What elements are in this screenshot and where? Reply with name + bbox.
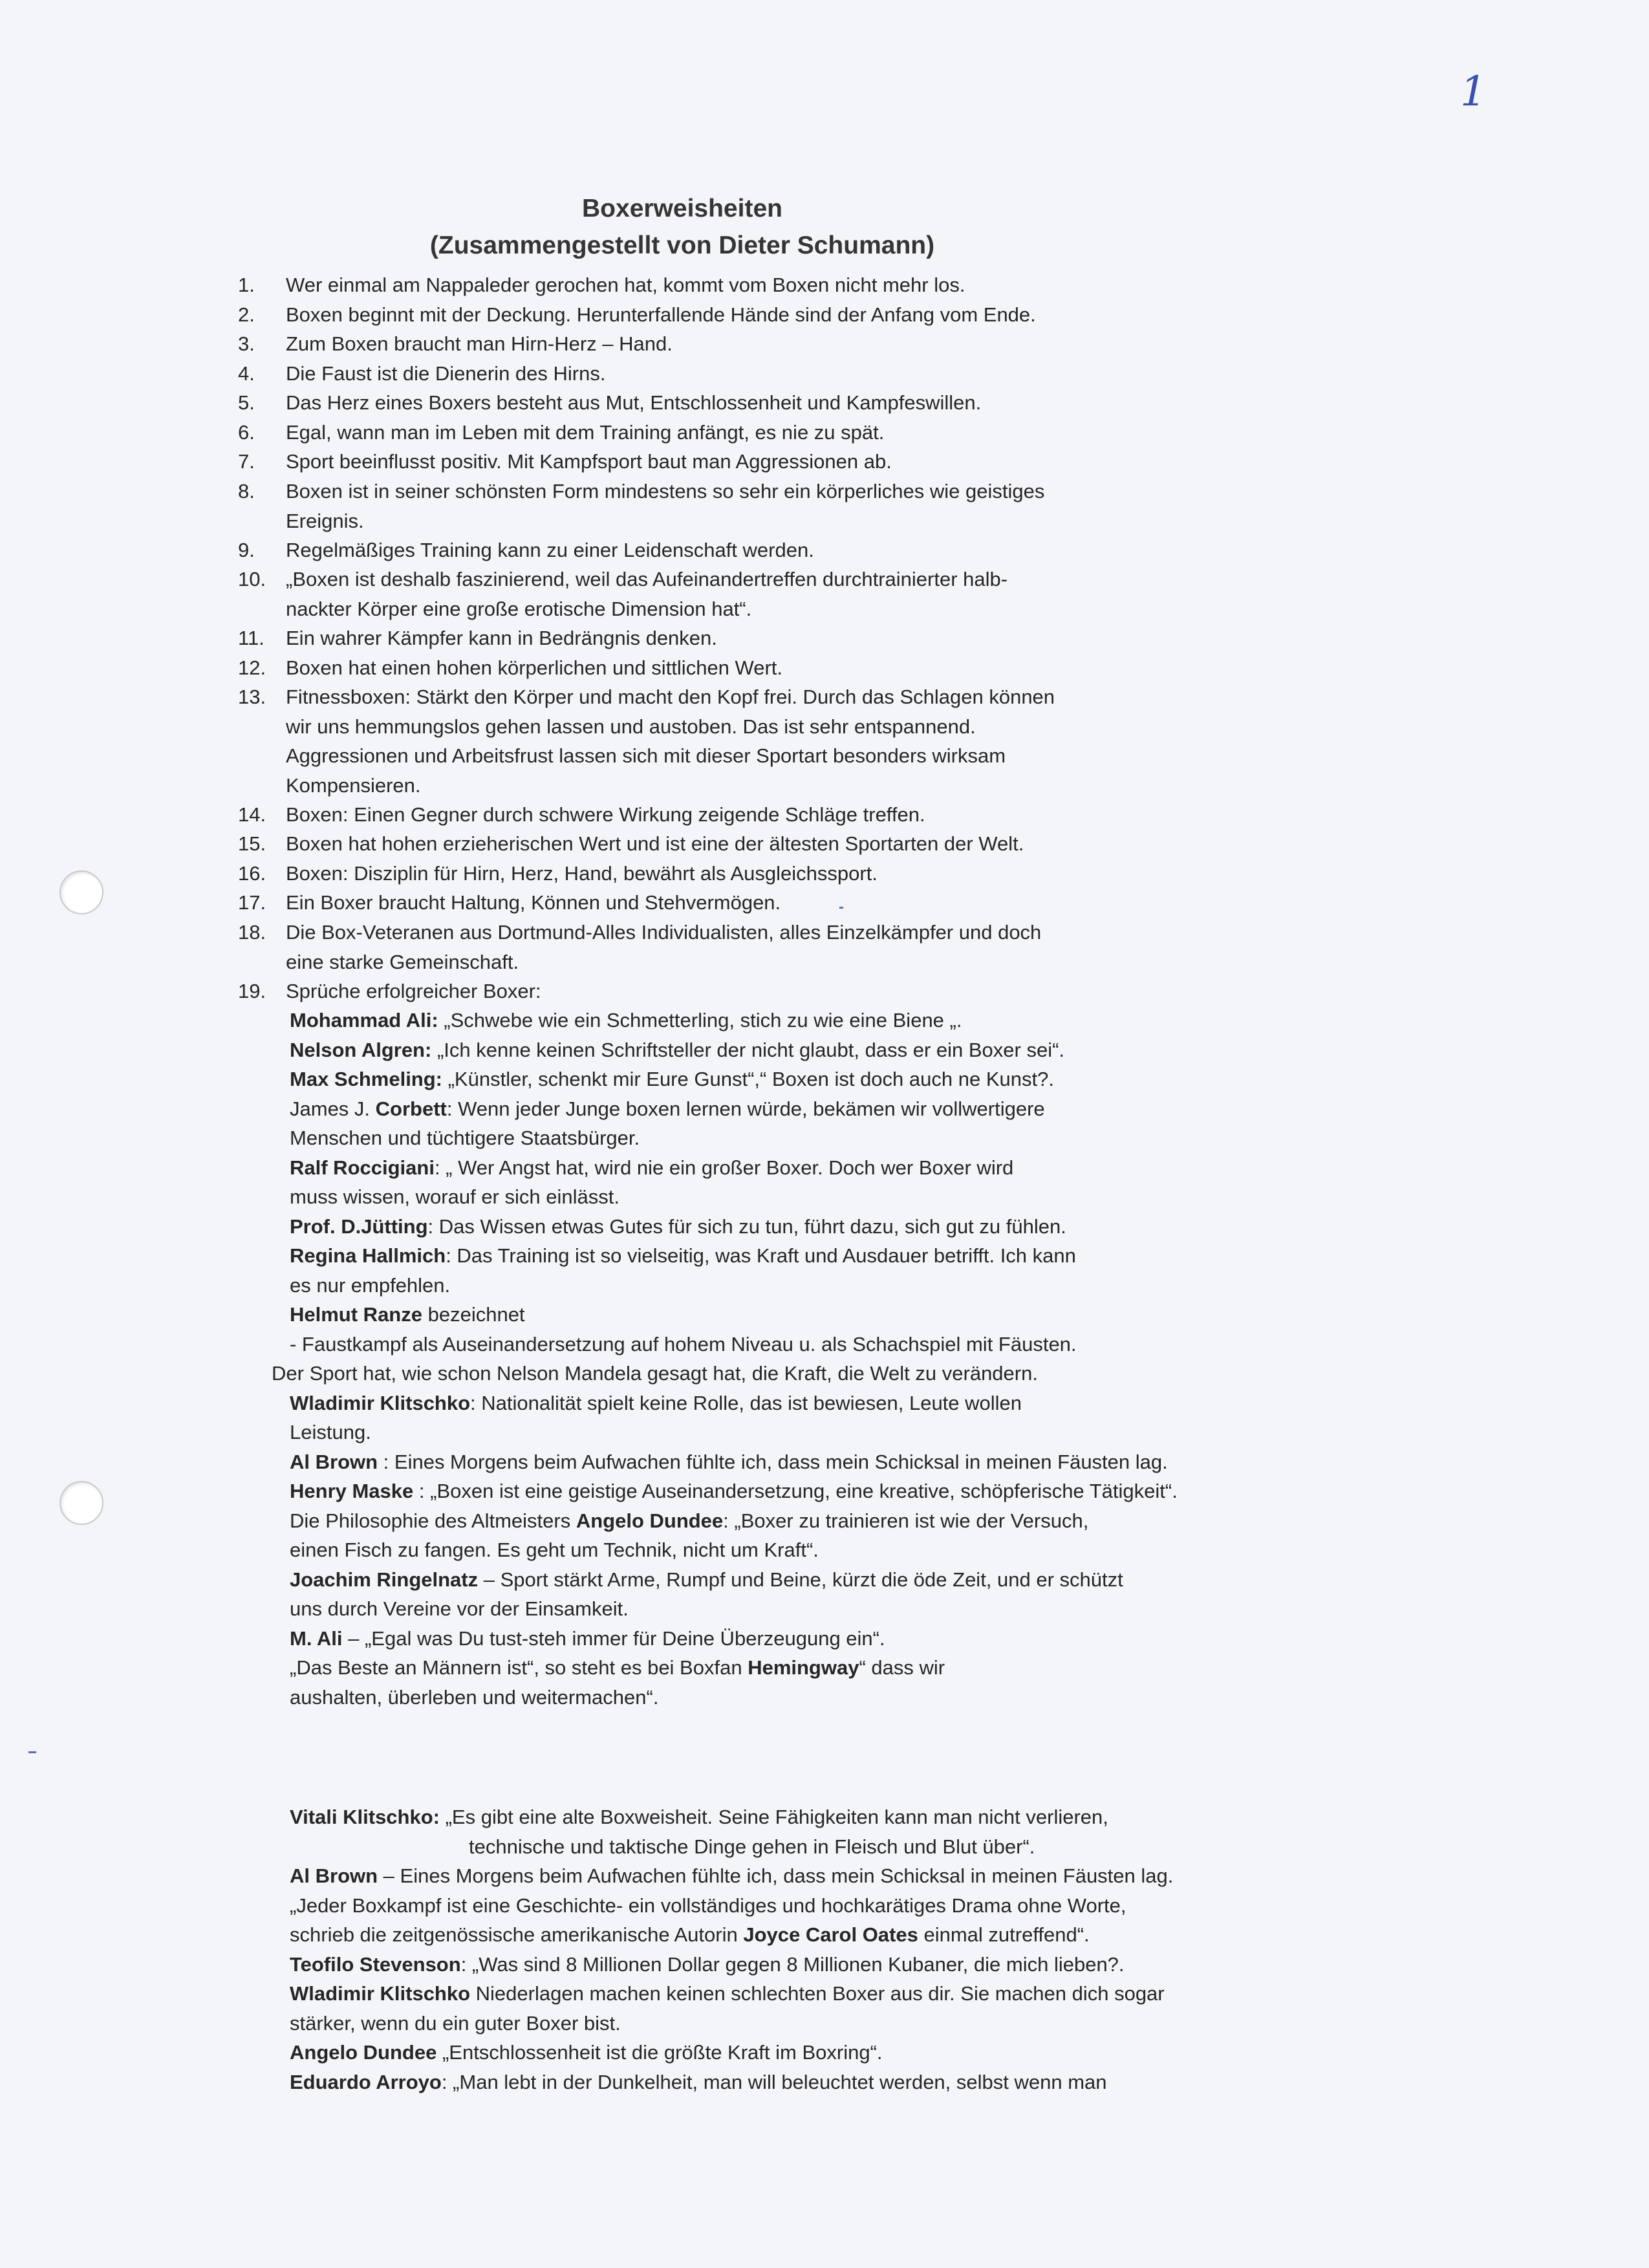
list-item-text: Sport beeinflusst positiv. Mit Kampfsport baut man Aggressionen ab.	[286, 450, 892, 473]
quote-line: Vitali Klitschko: „Es gibt eine alte Boxweisheit. Seine Fähigkeiten kann man nicht verlieren,	[290, 1806, 1108, 1828]
quote-line: „Das Beste an Männern ist“, so steht es bei Boxfan Hemingway“ dass wir	[290, 1656, 945, 1679]
quote-line: einen Fisch zu fangen. Es geht um Technik, nicht um Kraft“.	[290, 1539, 819, 1561]
quote-line: Wladimir Klitschko Niederlagen machen keinen schlechten Boxer aus dir. Sie machen dich sogar	[290, 1982, 1165, 2005]
quote-line: Henry Maske : „Boxen ist eine geistige Auseinandersetzung, eine kreative, schöpferische Tätigkeit“.	[290, 1480, 1178, 1502]
quote-author: Wladimir Klitschko	[290, 1391, 471, 1414]
quote-author: Helmut Ranze	[290, 1303, 422, 1326]
punch-hole-top	[59, 870, 103, 914]
quote-author: Teofilo Stevenson	[290, 1952, 461, 1976]
page-number: 1	[1460, 68, 1487, 116]
quote-line: Mohammad Ali: „Schwebe wie ein Schmetterling, stich zu wie eine Biene „.	[290, 1009, 962, 1031]
quote-line: Ralf Roccigiani: „ Wer Angst hat, wird nie ein großer Boxer. Doch wer Boxer wird	[290, 1156, 1014, 1179]
list-item-number: 17.	[238, 891, 266, 914]
list-item-text: nackter Körper eine große erotische Dimension hat“.	[286, 597, 752, 620]
quote-line: Prof. D.Jütting: Das Wissen etwas Gutes für sich zu tun, führt dazu, sich gut zu fühlen.	[290, 1215, 1066, 1238]
quote-author: Henry Maske	[290, 1480, 414, 1502]
list-item-text: Boxen hat hohen erzieherischen Wert und ist eine der ältesten Sportarten der Welt.	[286, 832, 1024, 855]
quote-author: Max Schmeling:	[290, 1068, 442, 1090]
quote-author: Eduardo Arroyo	[290, 2070, 442, 2093]
quote-line: schrieb die zeitgenössische amerikanische Autorin Joyce Carol Oates einmal zutreffend“.	[290, 1923, 1090, 1946]
quote-line: stärker, wenn du ein guter Boxer bist.	[290, 2011, 621, 2035]
quote-line: aushalten, überleben und weitermachen“.	[290, 1685, 659, 1709]
quote-line: Eduardo Arroyo: „Man lebt in der Dunkelheit, man will beleuchtet werden, selbst wenn man	[290, 2070, 1107, 2093]
quote-author: Joachim Ringelnatz	[290, 1568, 479, 1591]
quote-author: Corbett	[375, 1097, 447, 1120]
quote-author: Vitali Klitschko:	[290, 1806, 440, 1828]
quote-author: Prof. D.Jütting	[290, 1215, 428, 1238]
quote-line: Al Brown – Eines Morgens beim Aufwachen fühlte ich, dass mein Schicksal in meinen Fäusten lag.	[290, 1864, 1174, 1887]
quote-line: M. Ali – „Egal was Du tust-steh immer für Deine Überzeugung ein“.	[290, 1626, 885, 1650]
quote-author: Regina Hallmich	[290, 1244, 446, 1267]
list-item-text: eine starke Gemeinschaft.	[286, 950, 519, 973]
list-item-text: Ein Boxer braucht Haltung, Können und Stehvermögen.	[286, 891, 781, 914]
quote-line: uns durch Vereine vor der Einsamkeit.	[290, 1597, 629, 1620]
list-item-number: 12.	[238, 656, 266, 679]
list-item-text: Kompensieren.	[286, 773, 421, 797]
list-item-text: „Boxen ist deshalb faszinierend, weil das Aufeinandertreffen durchtrainierter halb-	[286, 568, 1008, 590]
list-item-number: 2.	[238, 303, 255, 326]
document-title: Boxerweisheiten	[582, 195, 782, 222]
quote-line: Der Sport hat, wie schon Nelson Mandela gesagt hat, die Kraft, die Welt zu verändern.	[272, 1362, 1038, 1385]
list-item-number: 11.	[238, 627, 264, 649]
list-item-text: Aggressionen und Arbeitsfrust lassen sich mit dieser Sportart besonders wirksam	[286, 744, 1006, 767]
quote-line: Angelo Dundee „Entschlossenheit ist die größte Kraft im Boxring“.	[290, 2041, 883, 2064]
list-item-text: Boxen: Disziplin für Hirn, Herz, Hand, bewährt als Ausgleichssport.	[286, 862, 878, 885]
quote-author: Angelo Dundee	[290, 2041, 437, 2064]
list-item-number: 19.	[238, 980, 266, 1002]
list-item-text: Egal, wann man im Leben mit dem Training anfängt, es nie zu spät.	[286, 421, 885, 444]
quote-line: Nelson Algren: „Ich kenne keinen Schriftsteller der nicht glaubt, dass er ein Boxer sei“.	[290, 1038, 1065, 1061]
quote-line: Leistung.	[290, 1421, 371, 1443]
quote-line: James J. Corbett: Wenn jeder Junge boxen lernen würde, bekämen wir vollwertigere	[290, 1097, 1045, 1120]
quote-line: Menschen und tüchtigere Staatsbürger.	[290, 1127, 640, 1149]
list-item-text: Zum Boxen braucht man Hirn-Herz – Hand.	[286, 332, 673, 355]
quote-line: Max Schmeling: „Künstler, schenkt mir Eure Gunst“,“ Boxen ist doch auch ne Kunst?.	[290, 1068, 1054, 1090]
scan-speck	[839, 907, 843, 909]
list-item-number: 9.	[238, 539, 255, 561]
list-item-text: Das Herz eines Boxers besteht aus Mut, Entschlossenheit und Kampfeswillen.	[286, 391, 982, 414]
list-item-number: 8.	[238, 480, 255, 502]
list-item-number: 10.	[238, 568, 266, 590]
quote-author: Joyce Carol Oates	[743, 1923, 918, 1946]
quote-author: Hemingway	[748, 1656, 859, 1679]
quote-line: Die Philosophie des Altmeisters Angelo Dundee: „Boxer zu trainieren ist wie der Versuch,	[290, 1509, 1089, 1532]
quote-line: Wladimir Klitschko: Nationalität spielt keine Rolle, das ist bewiesen, Leute wollen	[290, 1391, 1022, 1414]
list-item-text: Fitnessboxen: Stärkt den Körper und macht den Kopf frei. Durch das Schlagen können	[286, 686, 1055, 708]
quote-author: Al Brown	[290, 1450, 378, 1473]
list-item-text: Die Faust ist die Dienerin des Hirns.	[286, 362, 606, 385]
list-item-text: Boxen ist in seiner schönsten Form mindestens so sehr ein körperliches wie geistiges	[286, 480, 1045, 502]
quote-line: Regina Hallmich: Das Training ist so vielseitig, was Kraft und Ausdauer betrifft. Ich kann	[290, 1244, 1076, 1267]
quote-line: Joachim Ringelnatz – Sport stärkt Arme, Rumpf und Beine, kürzt die öde Zeit, und er schützt	[290, 1568, 1123, 1591]
quote-line: Teofilo Stevenson: „Was sind 8 Millionen Dollar gegen 8 Millionen Kubaner, die mich lieben?.	[290, 1952, 1125, 1976]
quote-author: M. Ali	[290, 1626, 343, 1650]
quote-line: technische und taktische Dinge gehen in Fleisch und Blut über“.	[469, 1835, 1035, 1858]
quote-author: Al Brown	[290, 1864, 378, 1887]
list-item-text: Die Box-Veteranen aus Dortmund-Alles Individualisten, alles Einzelkämpfer und doch	[286, 921, 1042, 944]
punch-hole-bottom	[59, 1481, 103, 1525]
quote-author: Mohammad Ali:	[290, 1009, 438, 1031]
quote-line: Al Brown : Eines Morgens beim Aufwachen fühlte ich, dass mein Schicksal in meinen Fäusten lag.	[290, 1450, 1168, 1473]
list-item-number: 5.	[238, 391, 255, 414]
quote-author: Wladimir Klitschko	[290, 1982, 471, 2005]
list-item-number: 15.	[238, 832, 266, 855]
quote-line: - Faustkampf als Auseinandersetzung auf hohem Niveau u. als Schachspiel mit Fäusten.	[290, 1332, 1077, 1355]
list-item-number: 13.	[238, 686, 266, 708]
list-item-text: Wer einmal am Nappaleder gerochen hat, kommt vom Boxen nicht mehr los.	[286, 274, 965, 296]
list-item-number: 3.	[238, 332, 255, 355]
list-item-number: 4.	[238, 362, 255, 385]
list-item-text: Ereignis.	[286, 509, 364, 532]
quote-author: Ralf Roccigiani	[290, 1156, 435, 1179]
list-item-text: Boxen hat einen hohen körperlichen und sittlichen Wert.	[286, 656, 783, 679]
quote-line: „Jeder Boxkampf ist eine Geschichte- ein vollständiges und hochkarätiges Drama ohne Worte,	[290, 1894, 1126, 1917]
document-subtitle: (Zusammengestellt von Dieter Schumann)	[429, 232, 935, 259]
list-item-text: Sprüche erfolgreicher Boxer:	[286, 980, 541, 1002]
quote-author: Angelo Dundee	[576, 1509, 724, 1532]
quote-line: Helmut Ranze bezeichnet	[290, 1303, 525, 1326]
list-item-number: 14.	[238, 803, 266, 826]
quote-author: Nelson Algren:	[290, 1038, 432, 1061]
list-item-number: 6.	[238, 421, 255, 444]
list-item-number: 1.	[238, 274, 255, 296]
list-item-text: Ein wahrer Kämpfer kann in Bedrängnis denken.	[286, 627, 717, 649]
scan-speck	[28, 1751, 36, 1753]
list-item-number: 18.	[238, 921, 266, 944]
quote-line: es nur empfehlen.	[290, 1273, 451, 1297]
list-item-number: 16.	[238, 862, 266, 885]
list-item-number: 7.	[238, 450, 255, 473]
list-item-text: Regelmäßiges Training kann zu einer Leidenschaft werden.	[286, 539, 814, 561]
list-item-text: wir uns hemmungslos gehen lassen und austoben. Das ist sehr entspannend.	[286, 715, 976, 738]
list-item-text: Boxen beginnt mit der Deckung. Herunterfallende Hände sind der Anfang vom Ende.	[286, 303, 1036, 326]
quote-line: muss wissen, worauf er sich einlässt.	[290, 1185, 620, 1208]
list-item-text: Boxen: Einen Gegner durch schwere Wirkung zeigende Schläge treffen.	[286, 803, 925, 826]
